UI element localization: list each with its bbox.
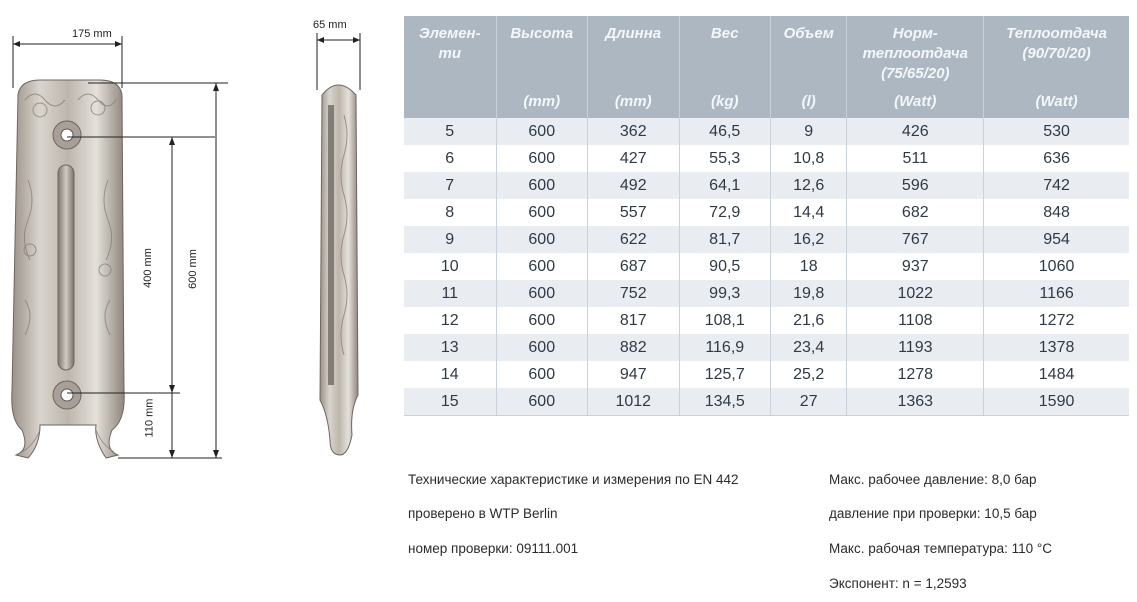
side-width-label: 65 mm: [313, 19, 347, 31]
table-cell: 125,7: [679, 361, 771, 388]
table-cell: 1363: [847, 388, 984, 416]
table-cell: 511: [847, 145, 984, 172]
table-cell: 23,4: [771, 334, 847, 361]
table-cell: 1590: [984, 388, 1129, 416]
table-cell: 12: [404, 307, 496, 334]
table-cell: 426: [847, 118, 984, 145]
header-label: Объем: [783, 25, 834, 42]
table-cell: 600: [496, 334, 588, 361]
table-cell: 14,4: [771, 199, 847, 226]
table-cell: 46,5: [679, 118, 771, 145]
table-cell: 600: [496, 172, 588, 199]
total-height-label: 600 mm: [186, 249, 199, 289]
header-unit: (mm): [614, 93, 652, 110]
radiator-side-drawing: [300, 15, 380, 465]
note-tested-by: проверено в WTP Berlin: [408, 506, 558, 521]
header-label: Теплоотдача (90/70/20): [1006, 25, 1107, 62]
header-unit: (kg): [711, 93, 739, 110]
table-cell: 15: [404, 388, 496, 416]
table-cell: 9: [771, 118, 847, 145]
table-cell: 25,2: [771, 361, 847, 388]
header-unit: (Watt): [894, 93, 937, 110]
header-weight: [679, 16, 771, 118]
table-cell: 90,5: [679, 253, 771, 280]
table-body: [404, 118, 1129, 416]
table-cell: 18: [771, 253, 847, 280]
table-cell: 600: [496, 226, 588, 253]
table-cell: 116,9: [679, 334, 771, 361]
table-cell: 11: [404, 280, 496, 307]
table-cell: 600: [496, 199, 588, 226]
table-row: [404, 172, 1129, 199]
table-cell: 134,5: [679, 388, 771, 416]
table-cell: 1484: [984, 361, 1129, 388]
header-heat: [984, 16, 1129, 118]
note-test-number: номер проверки: 09111.001: [408, 541, 579, 556]
table-row: [404, 145, 1129, 172]
note-max-temperature: Макс. рабочая температура: 110 °C: [829, 541, 1053, 556]
header-height: [496, 16, 588, 118]
table-cell: 817: [588, 307, 680, 334]
table-cell: 1022: [847, 280, 984, 307]
table-row: [404, 280, 1129, 307]
table-cell: 8: [404, 199, 496, 226]
note-test-pressure: давление при проверки: 10,5 бар: [829, 506, 1037, 521]
table-cell: 954: [984, 226, 1129, 253]
table-cell: 600: [496, 253, 588, 280]
header-label: Норм- теплоотдача (75/65/20): [862, 25, 968, 82]
header-norm-heat: [847, 16, 984, 118]
table-cell: 27: [771, 388, 847, 416]
spec-table: [404, 16, 1129, 416]
header-elements: [404, 16, 496, 118]
table-cell: 596: [847, 172, 984, 199]
table-cell: 600: [496, 361, 588, 388]
table-cell: 530: [984, 118, 1129, 145]
table-cell: 600: [496, 388, 588, 416]
table-cell: 600: [496, 307, 588, 334]
note-max-pressure: Макс. рабочее давление: 8,0 бар: [829, 472, 1037, 487]
radiator-front-drawing: [0, 0, 240, 470]
table-cell: 1108: [847, 307, 984, 334]
table-cell: 636: [984, 145, 1129, 172]
table-cell: 600: [496, 145, 588, 172]
table-row: [404, 307, 1129, 334]
table-cell: 622: [588, 226, 680, 253]
header-length: [588, 16, 680, 118]
table-cell: 848: [984, 199, 1129, 226]
header-unit: (mm): [523, 93, 561, 110]
table-cell: 600: [496, 280, 588, 307]
table-cell: 427: [588, 145, 680, 172]
note-exponent: Экспонент: n = 1,2593: [829, 576, 967, 591]
table-cell: 1378: [984, 334, 1129, 361]
table-row: [404, 253, 1129, 280]
header-label: Вес: [710, 25, 739, 42]
table-row: [404, 226, 1129, 253]
table-cell: 16,2: [771, 226, 847, 253]
table-cell: 492: [588, 172, 680, 199]
table-cell: 14: [404, 361, 496, 388]
table-cell: 10: [404, 253, 496, 280]
header-label: Элемен- ти: [418, 25, 481, 62]
table-cell: 687: [588, 253, 680, 280]
table-row: [404, 388, 1129, 416]
table-row: [404, 118, 1129, 145]
front-width-label: 175 mm: [72, 28, 112, 40]
table-cell: 99,3: [679, 280, 771, 307]
table-cell: 19,8: [771, 280, 847, 307]
table-cell: 10,8: [771, 145, 847, 172]
table-header-row: [404, 16, 1129, 118]
table-cell: 1278: [847, 361, 984, 388]
note-standard: Технические характеристике и измерения по EN 442: [408, 472, 739, 487]
table-row: [404, 334, 1129, 361]
table-cell: 55,3: [679, 145, 771, 172]
table-cell: 362: [588, 118, 680, 145]
header-unit: (Watt): [1035, 93, 1078, 110]
axis-height-label: 400 mm: [141, 248, 154, 288]
table-cell: 742: [984, 172, 1129, 199]
table-row: [404, 199, 1129, 226]
table-cell: 6: [404, 145, 496, 172]
table-cell: 557: [588, 199, 680, 226]
table-cell: 1193: [847, 334, 984, 361]
bottom-height-label: 110 mm: [143, 398, 156, 438]
table-cell: 947: [588, 361, 680, 388]
table-cell: 937: [847, 253, 984, 280]
table-cell: 1060: [984, 253, 1129, 280]
table-cell: 64,1: [679, 172, 771, 199]
table-cell: 600: [496, 118, 588, 145]
table-cell: 72,9: [679, 199, 771, 226]
table-cell: 1166: [984, 280, 1129, 307]
table-cell: 882: [588, 334, 680, 361]
table-row: [404, 361, 1129, 388]
table-cell: 682: [847, 199, 984, 226]
table-cell: 752: [588, 280, 680, 307]
header-volume: [771, 16, 847, 118]
table-cell: 108,1: [679, 307, 771, 334]
header-label: Длинна: [605, 25, 662, 42]
table-cell: 7: [404, 172, 496, 199]
header-unit: (l): [801, 93, 816, 110]
table-cell: 1272: [984, 307, 1129, 334]
table-cell: 13: [404, 334, 496, 361]
table-cell: 9: [404, 226, 496, 253]
table-cell: 767: [847, 226, 984, 253]
header-label: Высота: [510, 25, 574, 42]
table-cell: 81,7: [679, 226, 771, 253]
table-cell: 12,6: [771, 172, 847, 199]
table-cell: 1012: [588, 388, 680, 416]
table-cell: 21,6: [771, 307, 847, 334]
table-cell: 5: [404, 118, 496, 145]
